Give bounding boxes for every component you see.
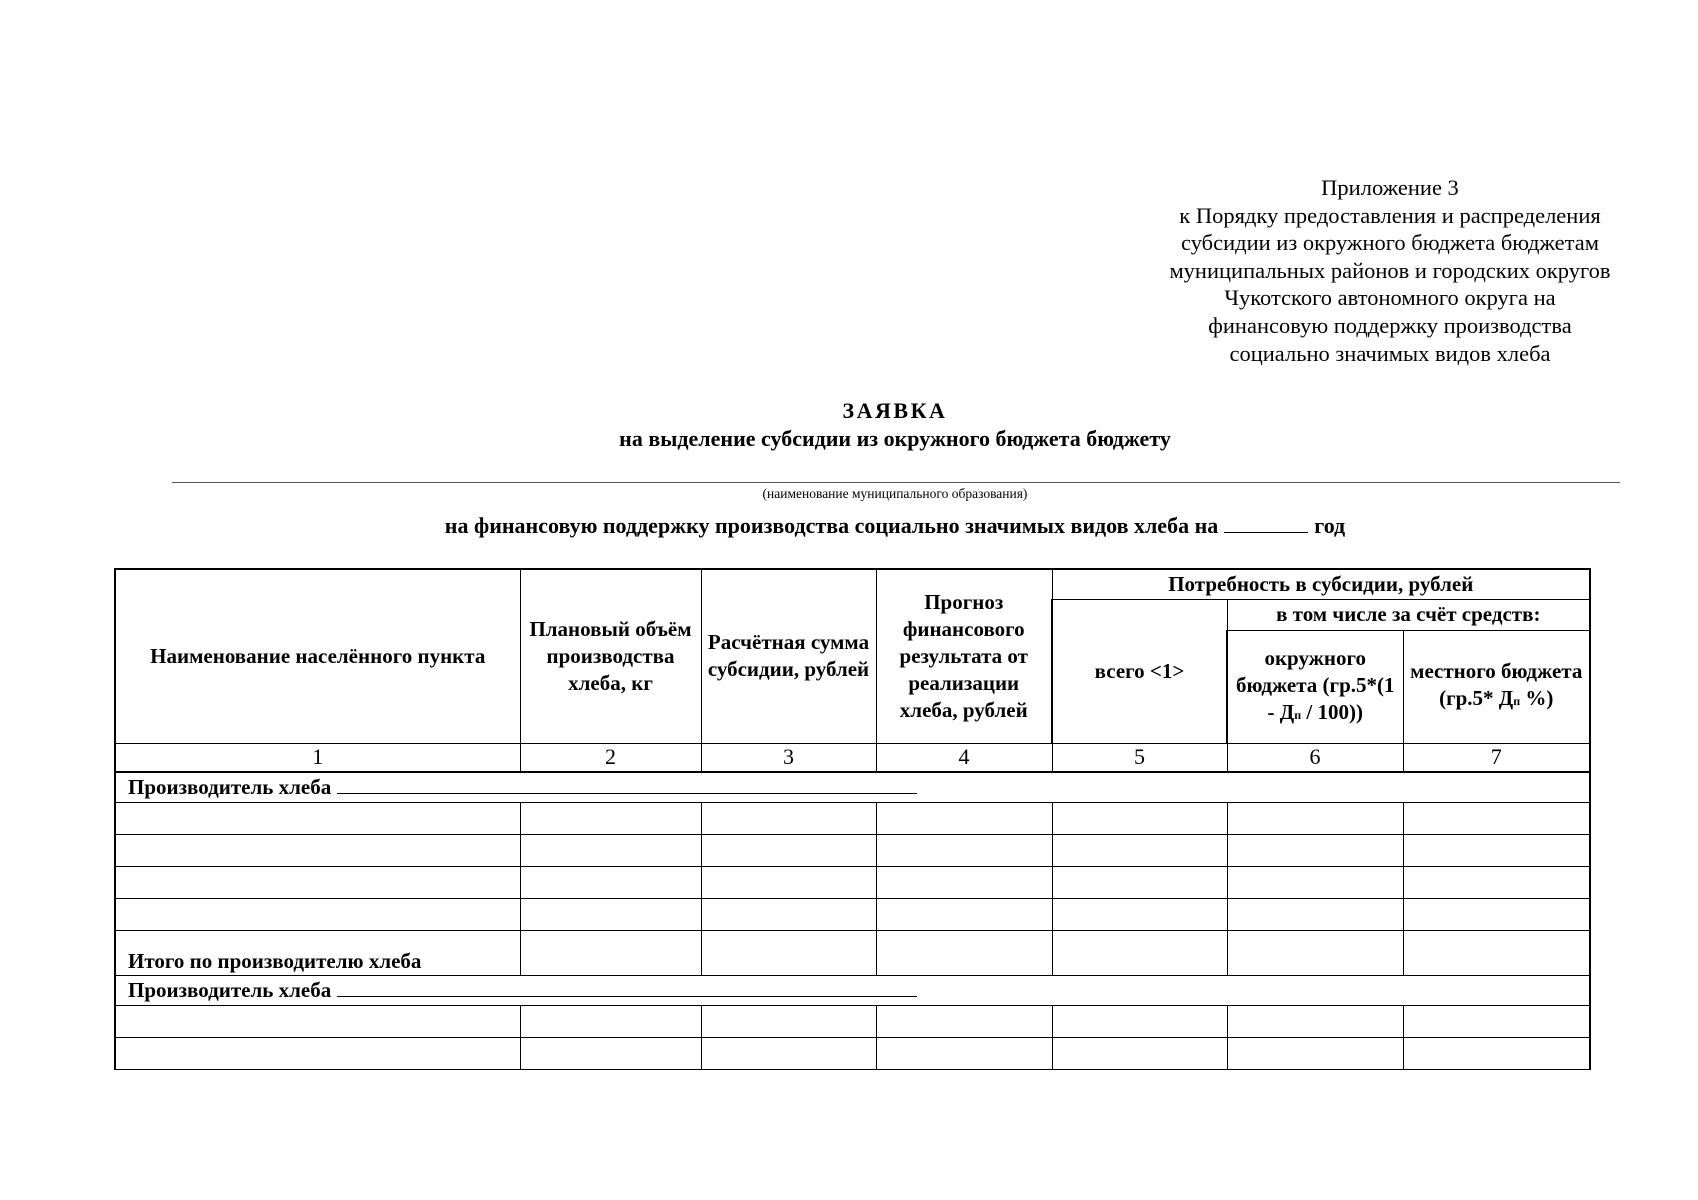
table-cell[interactable] <box>701 898 876 930</box>
producer-cell[interactable] <box>115 772 1590 802</box>
producer-label: Производитель хлеба <box>128 775 332 800</box>
header-district-budget: окружного бюджета (гр.5*(1 - Дп / 100)) <box>1227 630 1403 743</box>
table-cell[interactable] <box>1403 1005 1590 1037</box>
producer-row <box>115 975 1590 1005</box>
table-row <box>115 1037 1590 1069</box>
table-cell[interactable] <box>701 802 876 834</box>
producer-total-label: Итого по производителю хлеба <box>115 930 520 975</box>
table-cell[interactable] <box>876 898 1052 930</box>
table-cell[interactable] <box>1403 802 1590 834</box>
table-cell[interactable] <box>1403 1037 1590 1069</box>
appendix-line: социально значимых видов хлеба <box>1229 340 1551 366</box>
appendix-line: финансовую поддержку производства <box>1208 312 1572 338</box>
producer-fill-line[interactable] <box>337 976 917 997</box>
document-title: ЗАЯВКА <box>842 398 948 423</box>
table-cell[interactable] <box>876 1005 1052 1037</box>
table-cell[interactable] <box>520 802 701 834</box>
table-cell[interactable] <box>876 1037 1052 1069</box>
column-number: 5 <box>1052 743 1227 772</box>
table-cell[interactable] <box>1227 1037 1403 1069</box>
table-cell[interactable] <box>1227 930 1403 975</box>
appendix-line: субсидии из окружного бюджета бюджетам <box>1181 230 1599 256</box>
header-calculated-subsidy: Расчётная сумма субсидии, рублей <box>701 569 876 743</box>
table-cell[interactable] <box>876 834 1052 866</box>
document-subtitle: на выделение субсидии из окружного бюджета бюджету <box>619 426 1171 451</box>
appendix-block <box>1130 174 1650 367</box>
table-row <box>115 802 1590 834</box>
table-cell[interactable] <box>115 898 520 930</box>
table-cell[interactable] <box>115 834 520 866</box>
header-subsidy-need: Потребность в субсидии, рублей <box>1052 569 1590 599</box>
municipality-fill-line[interactable] <box>172 482 1620 483</box>
table-cell[interactable] <box>115 866 520 898</box>
table-cell[interactable] <box>1227 834 1403 866</box>
table-cell[interactable] <box>520 1037 701 1069</box>
header-including: в том числе за счёт средств: <box>1227 599 1590 630</box>
table-cell[interactable] <box>1052 802 1227 834</box>
appendix-line: Приложение 3 <box>1321 175 1459 200</box>
table-cell[interactable] <box>1227 866 1403 898</box>
table-cell[interactable] <box>1227 802 1403 834</box>
header-local-budget: местного бюджета (гр.5* Дп %) <box>1403 630 1590 743</box>
table-cell[interactable] <box>1403 898 1590 930</box>
table-cell[interactable] <box>520 834 701 866</box>
year-fill-line[interactable] <box>1224 512 1308 533</box>
table-cell[interactable] <box>1052 930 1227 975</box>
table-cell[interactable] <box>701 930 876 975</box>
table-cell[interactable] <box>876 866 1052 898</box>
table-cell[interactable] <box>520 1005 701 1037</box>
table-cell[interactable] <box>701 1037 876 1069</box>
table-cell[interactable] <box>520 930 701 975</box>
producer-label: Производитель хлеба <box>128 978 332 1002</box>
table-cell[interactable] <box>1227 1005 1403 1037</box>
header-forecast-result: Прогноз финансового результата от реализации хлеба, рублей <box>876 569 1052 743</box>
appendix-line: муниципальных районов и городских округов <box>1169 257 1611 283</box>
table-cell[interactable] <box>1052 1005 1227 1037</box>
producer-fill-line[interactable] <box>337 773 917 794</box>
column-number: 1 <box>115 743 520 772</box>
table-cell[interactable] <box>1403 866 1590 898</box>
table-row <box>115 866 1590 898</box>
producer-total-row <box>115 930 1590 975</box>
table-cell[interactable] <box>701 866 876 898</box>
table-cell[interactable] <box>876 930 1052 975</box>
table-cell[interactable] <box>1227 898 1403 930</box>
column-number: 7 <box>1403 743 1590 772</box>
table-cell[interactable] <box>115 1005 520 1037</box>
column-number: 2 <box>520 743 701 772</box>
table-cell[interactable] <box>1052 1037 1227 1069</box>
municipality-caption: (наименование муниципального образования) <box>762 486 1028 501</box>
producer-cell[interactable] <box>115 975 1590 1005</box>
table-cell[interactable] <box>520 866 701 898</box>
table-cell[interactable] <box>1052 898 1227 930</box>
table-cell[interactable] <box>701 834 876 866</box>
table-cell[interactable] <box>1403 834 1590 866</box>
table-cell[interactable] <box>1052 866 1227 898</box>
table-cell[interactable] <box>876 802 1052 834</box>
table-row <box>115 1005 1590 1037</box>
table-cell[interactable] <box>1052 834 1227 866</box>
table-cell[interactable] <box>520 898 701 930</box>
appendix-line: к Порядку предоставления и распределения <box>1179 202 1601 228</box>
header-total: всего <1> <box>1052 599 1227 743</box>
table-cell[interactable] <box>115 1037 520 1069</box>
purpose-line <box>0 512 1698 539</box>
table-row <box>115 834 1590 866</box>
table-cell[interactable] <box>701 1005 876 1037</box>
appendix-line: Чукотского автономного округа на <box>1224 285 1556 311</box>
table-cell[interactable] <box>115 802 520 834</box>
table-cell[interactable] <box>1403 930 1590 975</box>
column-number: 6 <box>1227 743 1403 772</box>
purpose-year-word: год <box>1314 513 1346 538</box>
table-row <box>115 898 1590 930</box>
column-number: 3 <box>701 743 876 772</box>
column-number: 4 <box>876 743 1052 772</box>
purpose-text: на финансовую поддержку производства социально значимых видов хлеба на <box>444 513 1219 538</box>
header-planned-volume: Плановый объём производства хлеба, кг <box>520 569 701 743</box>
request-table <box>114 568 1591 1070</box>
producer-row <box>115 772 1590 802</box>
header-settlement: Наименование населённого пункта <box>115 569 520 743</box>
